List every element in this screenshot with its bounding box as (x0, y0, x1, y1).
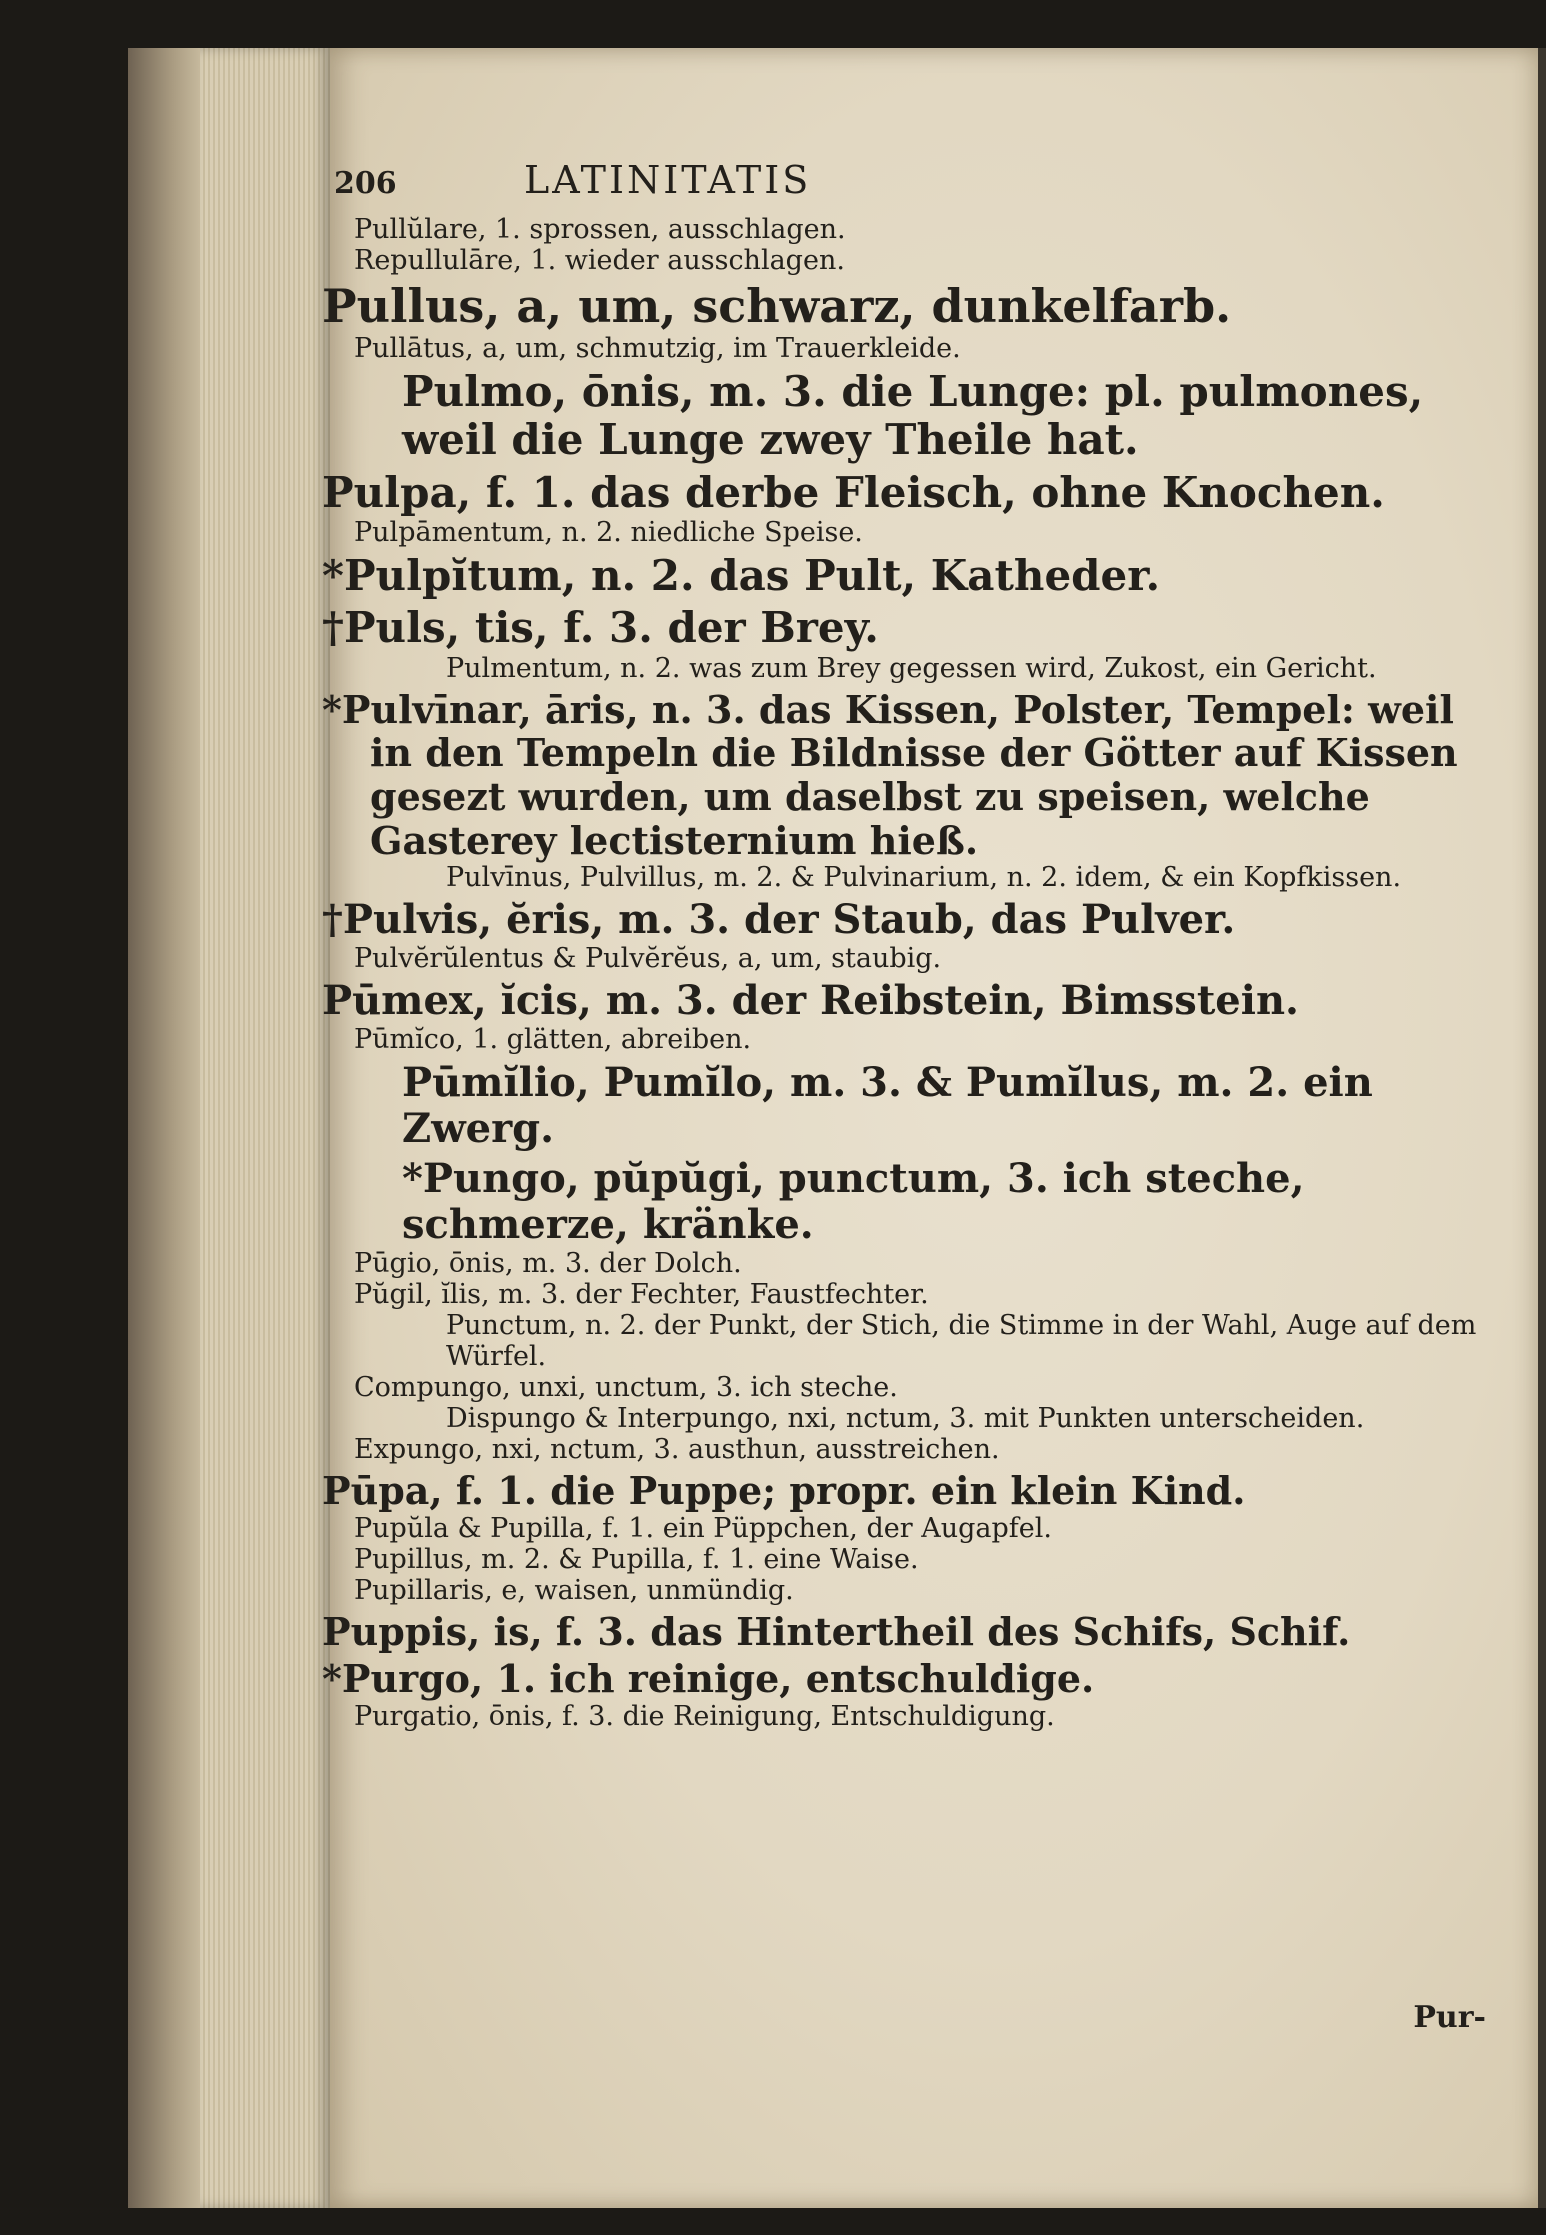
entry-main: Pūmex, ĭcis, m. 3. der Reibstein, Bimsstein. (322, 977, 1299, 1025)
entry-main: Puppis, is, f. 3. das Hintertheil des Schifs, Schif. (322, 1608, 1351, 1654)
entry-main: *Pulpĭtum, n. 2. das Pult, Katheder. (322, 550, 1161, 600)
book-cover-edge (128, 48, 200, 2208)
entry-sub: Pupillaris, e, waisen, unmündig. (354, 1574, 794, 1606)
running-head: LATINITATIS (524, 158, 812, 202)
entry-sub: Repullulāre, 1. wieder ausschlagen. (354, 245, 845, 277)
entry-main: *Pungo, pŭpŭgi, punctum, 3. ich steche, schmerze, kränke. (402, 1154, 1305, 1248)
entry-main: Pūpa, f. 1. die Puppe; propr. ein klein Kind. (322, 1467, 1246, 1513)
entry-main: *Purgo, 1. ich reinige, entschuldige. (322, 1656, 1095, 1702)
entry-sub: Pūmĭco, 1. glätten, abreiben. (354, 1024, 752, 1056)
entry-main (322, 688, 1492, 863)
entry-sub: Dispungo & Interpungo, nxi, nctum, 3. mit Punkten unterscheiden. (446, 1402, 1365, 1434)
page-header (322, 158, 1492, 214)
right-margin-edge (1538, 48, 1546, 2208)
entry-main: Pulpa, f. 1. das derbe Fleisch, ohne Knochen. (322, 467, 1385, 517)
entry-main-text: *Pulvīnar, āris, n. 3. das Kissen, Polster, Tempel: weil in den Tempeln die Bildnisse der Götter auf Kissen gesezt wurden, um daselbst zu speisen, welche Gasterey lectisternium hieß. (322, 686, 1458, 863)
entry-main: Pulmo, ōnis, m. 3. die Lunge: pl. pulmones, weil die Lunge zwey Theile hat. (402, 367, 1424, 465)
page-text (322, 158, 1492, 1732)
entry-sub: Pŭgil, ĭlis, m. 3. der Fechter, Faustfechter. (354, 1278, 929, 1310)
entry-main: Pūmĭlio, Pumĭlo, m. 3. & Pumĭlus, m. 2. ein Zwerg. (402, 1058, 1373, 1152)
entry-sub: Pupillus, m. 2. & Pupilla, f. 1. eine Waise. (354, 1543, 919, 1575)
entry-sub: Punctum, n. 2. der Punkt, der Stich, die Stimme in der Wahl, Auge auf dem Würfel. (446, 1309, 1477, 1372)
entry-main: †Puls, tis, f. 3. der Brey. (322, 603, 879, 653)
catchword: Pur- (1413, 2000, 1486, 2035)
entry-sub: Pulvīnus, Pulvillus, m. 2. & Pulvinarium, n. 2. idem, & ein Kopfkissen. (446, 862, 1402, 894)
entry-main: Pullus, a, um, schwarz, dunkelfarb. (322, 279, 1232, 334)
entry-sub: Pulmentum, n. 2. was zum Brey gegessen wird, Zukost, ein Gericht. (446, 652, 1377, 684)
entry-sub: Pulvĕrŭlentus & Pulvĕrĕus, a, um, staubig. (354, 943, 942, 975)
entry-sub: Purgatio, ōnis, f. 3. die Reinigung, Entschuldigung. (354, 1701, 1055, 1733)
entry-sub: Expungo, nxi, nctum, 3. austhun, ausstreichen. (354, 1433, 1000, 1465)
entry-sub: Pupŭla & Pupilla, f. 1. ein Püppchen, der Augapfel. (354, 1512, 1052, 1544)
entry-sub: Pullātus, a, um, schmutzig, im Trauerkleide. (354, 332, 961, 364)
entry-sub: Compungo, unxi, unctum, 3. ich steche. (354, 1371, 898, 1403)
entry-sub: Pulpāmentum, n. 2. niedliche Speise. (354, 516, 863, 548)
entry-sub: Pullŭlare, 1. sprossen, ausschlagen. (354, 214, 846, 245)
entry-main: †Pulvis, ĕris, m. 3. der Staub, das Pulver. (322, 896, 1236, 944)
entry-sub: Pūgio, ōnis, m. 3. der Dolch. (354, 1247, 742, 1279)
page-number: 206 (334, 166, 397, 201)
page-stack-edge (200, 48, 330, 2208)
